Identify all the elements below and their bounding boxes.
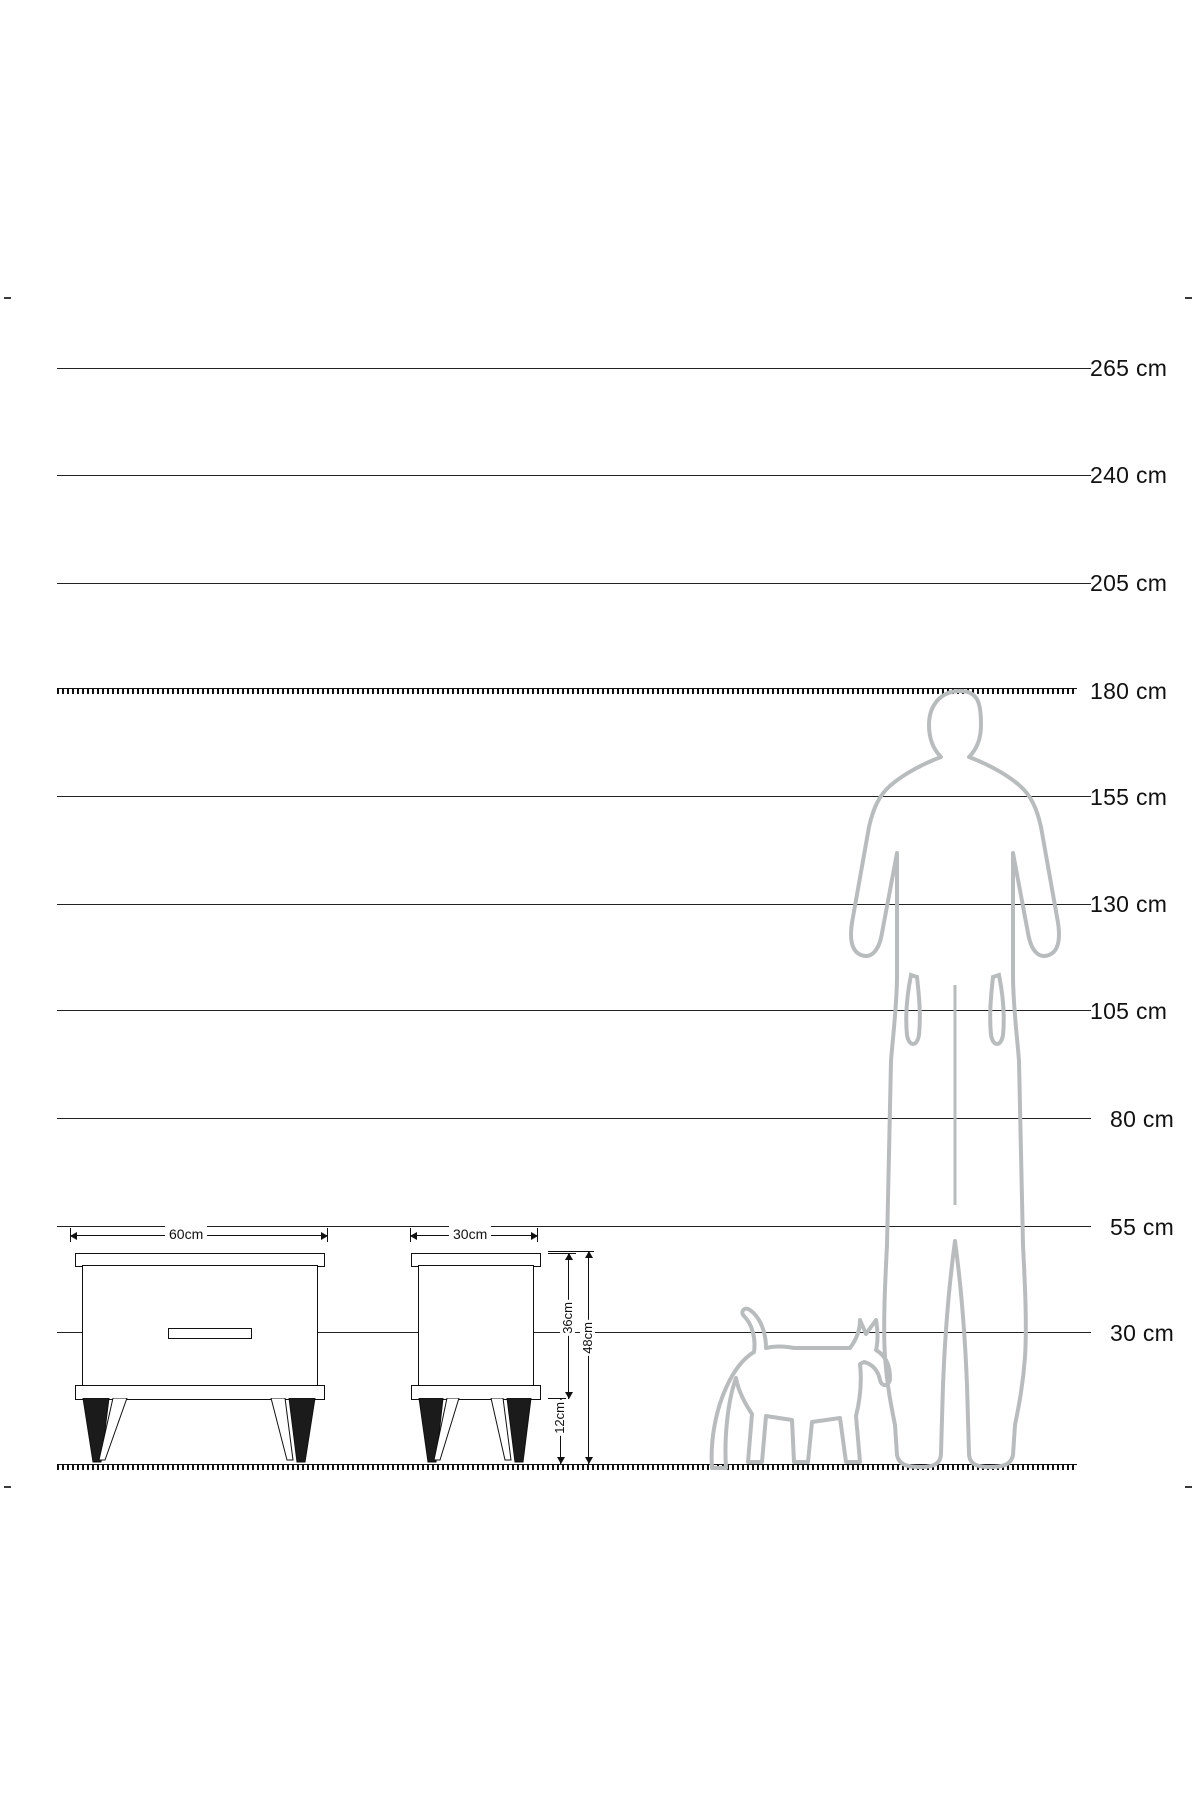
scale-label-105: 105 cm (1090, 998, 1168, 1024)
man-silhouette (845, 685, 1075, 1470)
scale-label-155: 155 cm (1090, 784, 1168, 810)
wide-cabinet-handle-outline (168, 1328, 252, 1339)
scale-line-265 (57, 368, 1067, 369)
corner-tick-bottom-left (4, 1486, 11, 1488)
scale-label-265: 265 cm (1090, 355, 1168, 381)
scale-label-30: 30 cm (1110, 1320, 1175, 1346)
dimension-label-48cm: 48cm (580, 1322, 595, 1354)
scale-label-130: 130 cm (1090, 891, 1168, 917)
dimension-label-60cm: 60cm (165, 1226, 207, 1242)
dimension-tick-left-60 (70, 1228, 71, 1242)
corner-tick-top-left (4, 297, 11, 299)
scale-label-205: 205 cm (1090, 570, 1168, 596)
narrow-cabinet-body (418, 1265, 534, 1387)
scale-label-55: 55 cm (1110, 1214, 1175, 1240)
dimension-cap-48-bottom (548, 1464, 594, 1465)
wide-cabinet-legs (75, 1398, 325, 1466)
narrow-cabinet-legs (411, 1398, 541, 1466)
scale-label-80: 80 cm (1110, 1106, 1175, 1132)
corner-tick-top-right (1185, 297, 1192, 299)
scale-label-240: 240 cm (1090, 462, 1168, 488)
dimension-line-48cm (588, 1251, 589, 1464)
scale-label-180: 180 cm (1090, 678, 1168, 704)
dimension-tick-right-60 (327, 1228, 328, 1242)
scale-line-240 (57, 475, 1067, 476)
scale-line-205 (57, 583, 1067, 584)
dimension-label-12cm: 12cm (552, 1402, 567, 1434)
dimension-label-36cm: 36cm (560, 1302, 575, 1334)
dimension-tick-left-30 (410, 1228, 411, 1242)
dimension-tick-right-30 (537, 1228, 538, 1242)
dimension-label-30cm: 30cm (449, 1226, 491, 1242)
corner-tick-bottom-right (1185, 1486, 1192, 1488)
wide-cabinet-body (82, 1265, 318, 1387)
